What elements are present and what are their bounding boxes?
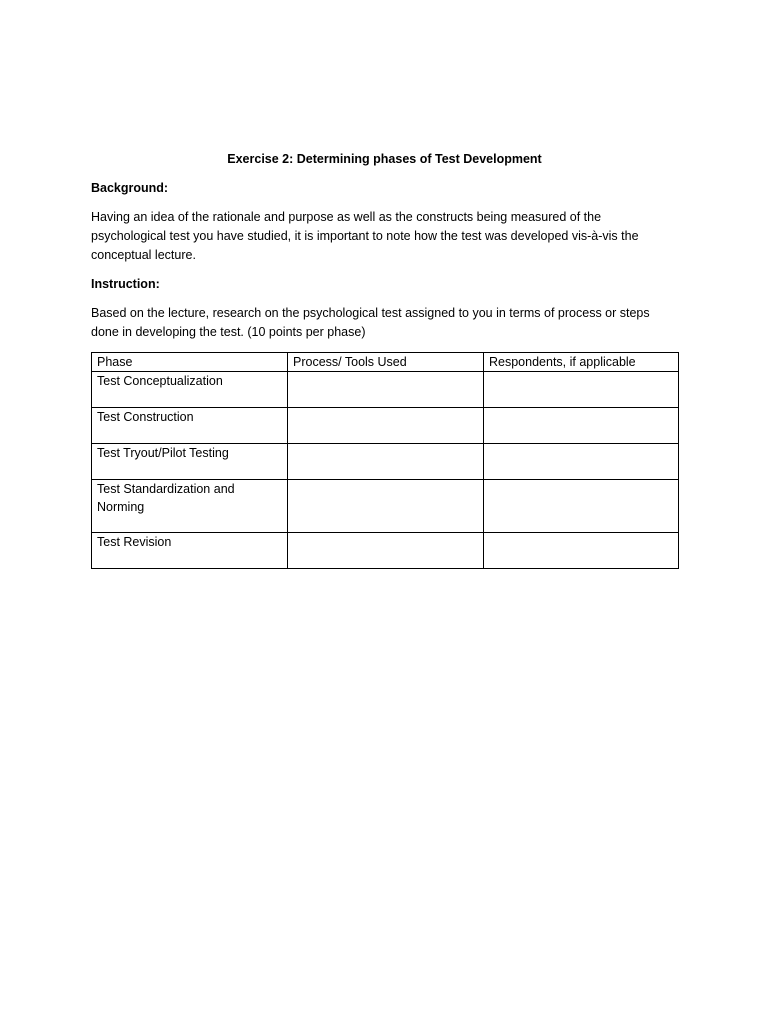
phase-cell: Test Revision xyxy=(92,533,288,569)
process-cell[interactable] xyxy=(288,444,484,480)
instruction-heading: Instruction: xyxy=(91,277,160,291)
process-cell[interactable] xyxy=(288,533,484,569)
background-paragraph xyxy=(91,208,678,265)
respondents-cell[interactable] xyxy=(484,480,679,533)
phase-cell-line: Test Standardization and xyxy=(97,482,235,496)
instruction-text-line: Based on the lecture, research on the psychological test assigned to you in terms of process or steps xyxy=(91,306,650,320)
document-title: Exercise 2: Determining phases of Test Development xyxy=(227,152,542,166)
respondents-cell[interactable] xyxy=(484,533,679,569)
column-header-phase: Phase xyxy=(92,353,288,372)
table-row xyxy=(92,444,679,480)
table-row xyxy=(92,480,679,533)
phase-cell xyxy=(92,480,288,533)
instruction-text-line: done in developing the test. (10 points per phase) xyxy=(91,325,366,339)
background-text-line: psychological test you have studied, it is important to note how the test was developed vis-à-vis the xyxy=(91,229,639,243)
phases-table xyxy=(91,352,679,569)
background-heading: Background: xyxy=(91,181,169,195)
background-text-line: conceptual lecture. xyxy=(91,248,196,262)
column-header-process: Process/ Tools Used xyxy=(288,353,484,372)
table-header-row xyxy=(92,353,679,372)
table-row xyxy=(92,372,679,408)
respondents-cell[interactable] xyxy=(484,408,679,444)
table-row xyxy=(92,408,679,444)
background-text-line: Having an idea of the rationale and purpose as well as the constructs being measured of the xyxy=(91,210,602,224)
phase-cell: Test Tryout/Pilot Testing xyxy=(92,444,288,480)
document-content xyxy=(91,150,678,569)
process-cell[interactable] xyxy=(288,480,484,533)
phase-cell-line: Norming xyxy=(97,500,145,514)
table-row xyxy=(92,533,679,569)
phase-cell: Test Construction xyxy=(92,408,288,444)
phase-cell: Test Conceptualization xyxy=(92,372,288,408)
respondents-cell[interactable] xyxy=(484,372,679,408)
process-cell[interactable] xyxy=(288,372,484,408)
instruction-paragraph xyxy=(91,304,678,342)
column-header-respondents: Respondents, if applicable xyxy=(484,353,679,372)
process-cell[interactable] xyxy=(288,408,484,444)
respondents-cell[interactable] xyxy=(484,444,679,480)
